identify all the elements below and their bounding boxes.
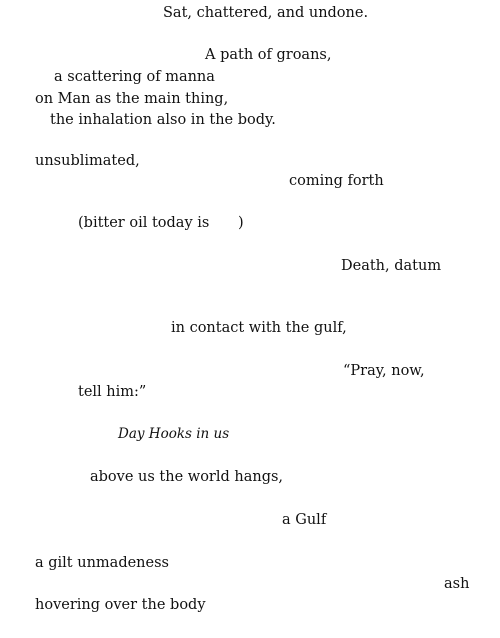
poem-line: a gilt unmadeness: [35, 555, 169, 571]
poem-line: Death, datum: [341, 258, 442, 274]
poem-line: “Pray, now,: [343, 363, 425, 379]
poem-line: a scattering of manna: [54, 69, 215, 85]
poem-line: above us the world hangs,: [90, 469, 284, 485]
poem-line: unsublimated,: [35, 153, 140, 169]
poem-line-italic: Day Hooks in us: [118, 426, 230, 442]
poem-line-parenthetical-open: (bitter oil today is: [78, 215, 210, 231]
poem-line: ash: [444, 576, 470, 592]
poem-line: the inhalation also in the body.: [50, 112, 276, 128]
poem-line: on Man as the main thing,: [35, 91, 229, 107]
poem-line-parenthetical-close: ): [238, 215, 244, 231]
poem-line: tell him:”: [78, 384, 147, 400]
poem-line: A path of groans,: [205, 47, 332, 63]
poem-line: hovering over the body: [35, 597, 206, 613]
poem-line: coming forth: [289, 173, 384, 189]
poem-line: in contact with the gulf,: [171, 320, 347, 336]
poem-line: Sat, chattered, and undone.: [163, 5, 369, 21]
poem-line: a Gulf: [282, 512, 327, 528]
